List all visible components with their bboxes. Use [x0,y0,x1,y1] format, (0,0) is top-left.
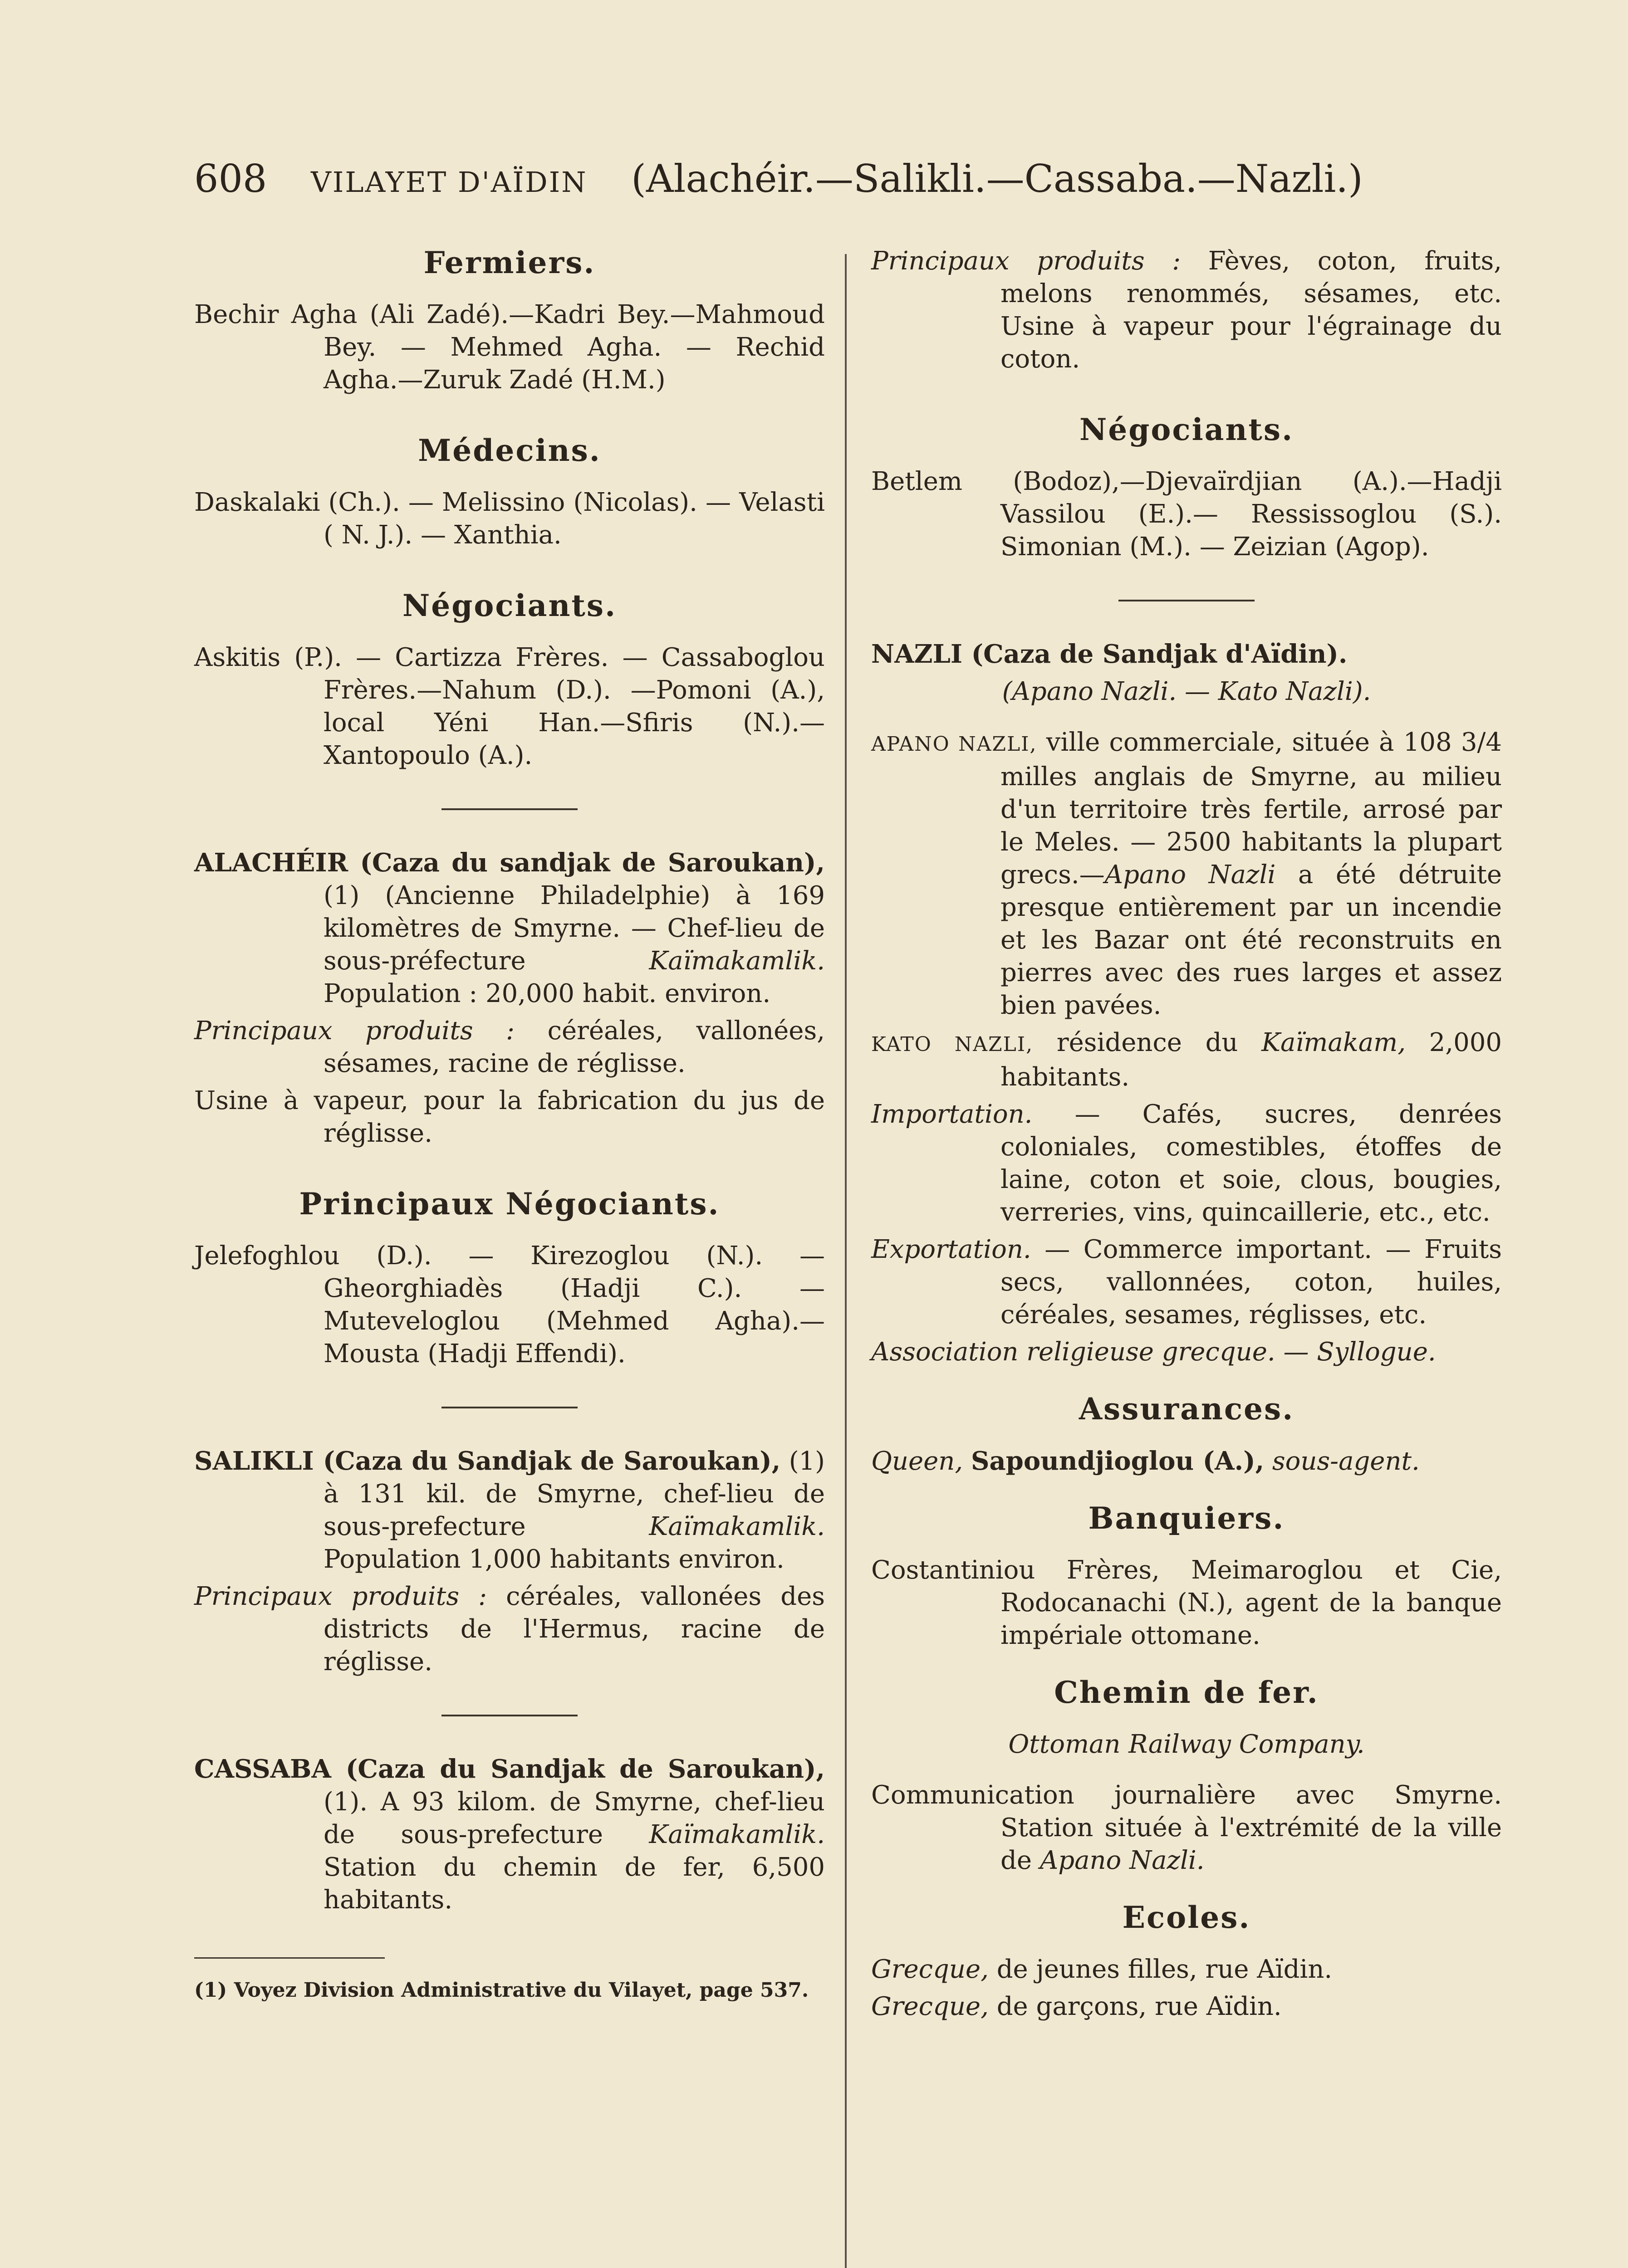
salikli-title: SALIKLI (Caza du Sandjak de Saroukan), [194,1446,781,1476]
chemin-company: Ottoman Railway Company. [1008,1730,1365,1759]
right-negociants-heading: Négociants. [1079,412,1294,447]
apano-it: Apano Nazli [1104,860,1276,890]
footnote-rule [194,1957,385,1959]
import-text: — Cafés, sucres, denrées coloniales, comestibles, étoffes de laine, coton et soie, clous, bougies, verreries, vins, quincaillerie, etc., etc. [1000,1100,1502,1227]
assurances-it1: Queen, [871,1447,963,1476]
left-column [194,245,825,2004]
ecoles-line2-it: Grecque, [871,1992,989,2021]
nazli-subtitle [871,675,1502,708]
nazli-pp-label: Principaux produits : [871,246,1181,276]
ecoles-line1-text: de jeunes filles, rue Aïdin. [996,1955,1333,1984]
export-label: Exportation. [871,1235,1031,1264]
export-text: — Commerce important. — Fruits secs, vallonnées, coton, huiles, céréales, sesames, réglisses, etc. [1000,1235,1502,1330]
apano-nazli-entry [871,726,1502,1022]
apano-label: APANO NAZLI, [871,733,1037,756]
chemin-heading: Chemin de fer. [1054,1675,1319,1710]
chemin-text [871,1779,1502,1877]
ecoles-line1 [871,1953,1502,1986]
nazli-title-text: NAZLI (Caza de Sandjak d'Aïdin). [871,639,1348,669]
running-header [194,156,1465,201]
chemin-text-main: Communication journalière avec Smyrne. Station située à l'extrémité de la ville de [871,1780,1502,1875]
ecoles-line1-it: Grecque, [871,1955,989,1984]
association-line: Association religieuse grecque. — Syllogue. [871,1337,1436,1367]
ecoles-line2-text: de garçons, rue Aïdin. [996,1992,1282,2021]
principaux-negociants-heading: Principaux Négociants. [299,1186,720,1222]
alacheir-pp-text: céréales, vallonées, sésames, racine de réglisse. [324,1016,825,1078]
alacheir-usine: Usine à vapeur, pour la fabrication du jus de réglisse. [194,1086,825,1148]
negociants-text: Askitis (P.). — Cartizza Frères. — Cassaboglou Frères.—Nahum (D.). —Pomoni (A.), local Yéni Han.—Sfiris (N.).— Xantopoulo (A.). [194,643,825,770]
kato-label: KATO NAZLI, [871,1033,1034,1056]
fermiers-heading: Fermiers. [423,245,596,280]
alacheir-kaim: Kaïmakamlik. [649,946,825,976]
medecins-heading: Médecins. [418,433,601,468]
section-divider [441,1407,578,1408]
alacheir-pp-label: Principaux produits : [194,1016,515,1046]
alacheir-products [194,1015,825,1080]
nazli-products [871,245,1502,376]
page-number: 608 [194,156,267,201]
nazli-subtitle-text: (Apano Nazli. — Kato Nazli). [1002,677,1371,706]
kato-text: résidence du [1056,1028,1238,1057]
salikli-kaim: Kaïmakamlik. [649,1512,825,1541]
medecins-text: Daskalaki (Ch.). — Melissino (Nicolas). — Velasti ( N. J.). — Xanthia. [194,488,825,550]
exportation-entry [871,1233,1502,1331]
kato-nazli-entry [871,1026,1502,1094]
section-divider [1118,600,1255,601]
negociants-heading: Négociants. [402,588,617,623]
ecoles-line2 [871,1990,1502,2023]
section-divider [441,1715,578,1716]
assurances-name: Sapoundjioglou (A.), [971,1446,1265,1476]
salikli-pp-text: céréales, vallonées des districts de l'Hermus, racine de réglisse. [324,1582,825,1677]
cassaba-title: CASSABA (Caza du Sandjak de Saroukan), [194,1754,825,1784]
assurances-heading: Assurances. [1079,1391,1295,1427]
principaux-negociants-text: Jelefoghlou (D.). — Kirezoglou (N.). — Gheorghiadès (Hadji C.). —Muteveloglou (Mehmed Agha).—Mousta (Hadji Effendi). [194,1241,825,1369]
fermiers-text: Bechir Agha (Ali Zadé).—Kadri Bey.—Mahmoud Bey. — Mehmed Agha. — Rechid Agha.—Zuruk Zadé (H.M.) [194,300,825,395]
salikli-products [194,1580,825,1678]
kato-text2: 2,000 habitants. [1000,1028,1502,1092]
right-negociants-text: Betlem (Bodoz),—Djevaïrdjian (A.).—Hadji Vassilou (E.).— Ressissoglou (S.). Simonian (M.). — Zeizian (Agop). [871,467,1502,562]
chemin-text-it: Apano Nazli. [1040,1846,1205,1875]
alacheir-population: Population : 20,000 habit. environ. [324,979,771,1008]
footnote: (1) Voyez Division Administrative du Vilayet, page 537. [194,1979,809,2002]
apano-text: ville commerciale, située à 108 3/4 milles anglais de Smyrne, au milieu d'un territoire très fertile, arrosé par le Meles. — 2500 habitants la plupart grecs.— [1000,728,1502,890]
nazli-title [871,638,1502,671]
column-divider [845,254,847,2268]
kato-it: Kaïmakam, [1261,1028,1406,1057]
banquiers-text: Costantiniou Frères, Meimaroglou et Cie, Rodocanachi (N.), agent de la banque impériale ottomane. [871,1555,1502,1650]
salikli-pp-label: Principaux produits : [194,1582,487,1611]
vilayet-label: VILAYET D'AÏDIN [311,166,588,199]
assurances-text [871,1445,1502,1478]
alacheir-title: ALACHÉIR (Caza du sandjak de Saroukan), [194,848,825,878]
header-title: (Alachéir.—Salikli.—Cassaba.—Nazli.) [631,156,1363,201]
banquiers-heading: Banquiers. [1088,1501,1285,1536]
cassaba-entry [194,1753,825,1916]
ecoles-heading: Ecoles. [1122,1900,1251,1935]
assurances-it2: sous-agent. [1272,1447,1420,1476]
nazli-pp-text: Fèves, coton, fruits, melons renommés, sésames, etc. Usine à vapeur pour l'égrainage du coton. [1000,246,1502,374]
salikli-entry [194,1445,825,1576]
salikli-text2: Population 1,000 habitants environ. [324,1545,785,1574]
importation-entry [871,1098,1502,1229]
apano-text2: a été détruite presque entièrement par un incendie et les Bazar ont été reconstruits en pierres avec des rues larges et assez bien pavées. [1000,860,1502,1020]
cassaba-text: (1). A 93 kilom. de Smyrne, chef-lieu de sous-prefecture [324,1787,825,1849]
alacheir-text: (1) (Ancienne Philadelphie) à 169 kilomètres de Smyrne. — Chef-lieu de sous-préfecture [324,881,825,976]
section-divider [441,808,578,810]
right-column [871,245,1502,2028]
import-label: Importation. [871,1100,1033,1129]
cassaba-kaim: Kaïmakamlik. [649,1820,825,1849]
salikli-text: (1) à 131 kil. de Smyrne, chef-lieu de sous-prefecture [324,1447,825,1541]
alacheir-entry [194,846,825,1010]
cassaba-text2: Station du chemin de fer, 6,500 habitants. [324,1853,825,1915]
